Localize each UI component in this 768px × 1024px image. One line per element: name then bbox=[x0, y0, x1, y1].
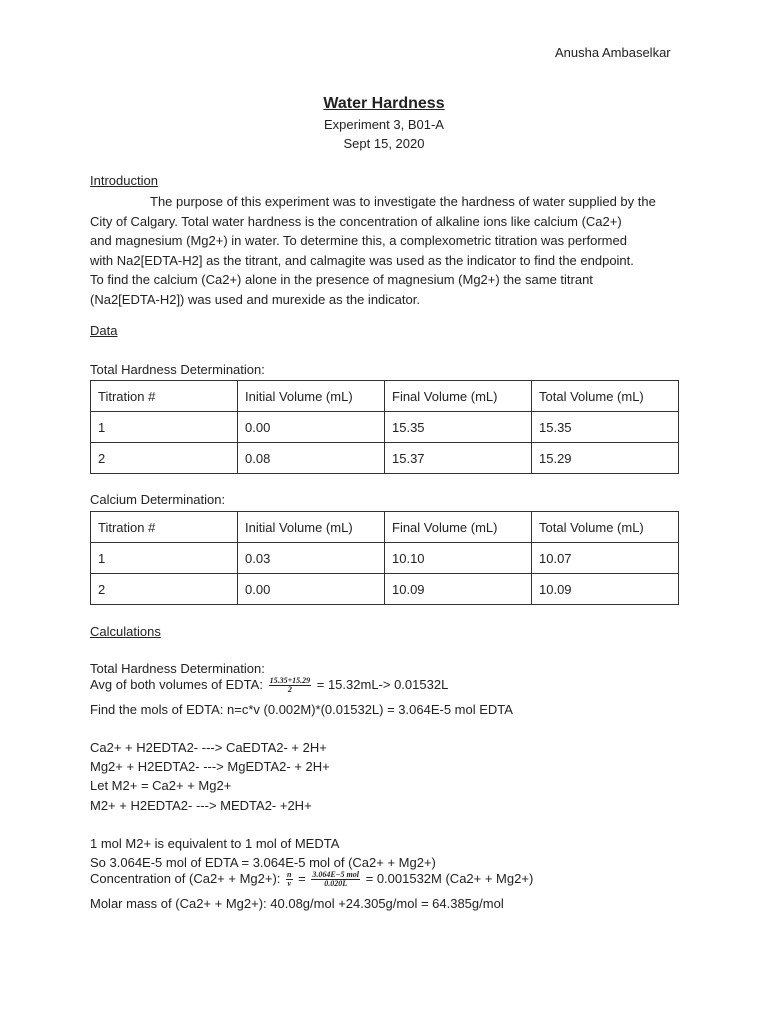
avg-prefix: Avg of both volumes of EDTA: bbox=[90, 677, 263, 692]
table-header-cell: Titration # bbox=[91, 381, 238, 412]
conc-suffix: = 0.001532M (Ca2+ + Mg2+) bbox=[365, 871, 534, 886]
fraction-denominator: 0.020L bbox=[324, 879, 348, 889]
mols-line: Find the mols of EDTA: n=c*v (0.002M)*(0.01532L) = 3.064E-5 mol EDTA bbox=[90, 702, 513, 717]
table-row bbox=[91, 543, 679, 574]
table-header-cell: Final Volume (mL) bbox=[385, 512, 532, 543]
reaction-line: Mg2+ + H2EDTA2- ---> MgEDTA2- + 2H+ bbox=[90, 759, 330, 774]
table-cell: 0.00 bbox=[238, 412, 385, 443]
avg-fraction-denominator: 2 bbox=[287, 685, 292, 695]
molar-mass-line: Molar mass of (Ca2+ + Mg2+): 40.08g/mol +24.305g/mol = 64.385g/mol bbox=[90, 896, 504, 911]
table-cell: 1 bbox=[91, 543, 238, 574]
intro-line: with Na2[EDTA-H2] as the titrant, and calmagite was used as the indicator to find the endpoint. bbox=[90, 252, 634, 268]
author-name: Anusha Ambaselkar bbox=[555, 45, 671, 60]
table-cell: 10.09 bbox=[385, 574, 532, 605]
concentration-line bbox=[90, 871, 533, 888]
total-hardness-label: Total Hardness Determination: bbox=[90, 362, 265, 377]
table-cell: 15.35 bbox=[532, 412, 679, 443]
avg-fraction-numerator: 15.35+15.29 bbox=[269, 676, 311, 686]
table-row bbox=[91, 412, 679, 443]
total-hardness-calc-label: Total Hardness Determination: bbox=[90, 661, 265, 676]
reaction-line: M2+ + H2EDTA2- ---> MEDTA2- +2H+ bbox=[90, 798, 312, 813]
experiment-subtitle: Experiment 3, B01-A bbox=[324, 117, 444, 132]
document-title: Water Hardness bbox=[323, 95, 445, 112]
table-cell: 15.35 bbox=[385, 412, 532, 443]
table-header-row bbox=[91, 512, 679, 543]
table-header-cell: Final Volume (mL) bbox=[385, 381, 532, 412]
reaction-line: Ca2+ + H2EDTA2- ---> CaEDTA2- + 2H+ bbox=[90, 740, 327, 755]
table-cell: 10.07 bbox=[532, 543, 679, 574]
table-header-cell: Titration # bbox=[91, 512, 238, 543]
n-over-v-fraction bbox=[286, 871, 292, 888]
table-cell: 10.10 bbox=[385, 543, 532, 574]
table-cell: 2 bbox=[91, 443, 238, 474]
table-cell: 15.37 bbox=[385, 443, 532, 474]
total-hardness-table bbox=[90, 380, 679, 474]
introduction-paragraph bbox=[90, 192, 680, 309]
table-cell: 15.29 bbox=[532, 443, 679, 474]
table-header-row bbox=[91, 381, 679, 412]
equivalence-line: 1 mol M2+ is equivalent to 1 mol of MEDTA bbox=[90, 836, 340, 851]
fraction-denominator: v bbox=[287, 879, 292, 889]
table-cell: 0.03 bbox=[238, 543, 385, 574]
fraction-numerator: 3.064E−5 mol bbox=[312, 870, 359, 880]
intro-line: To find the calcium (Ca2+) alone in the presence of magnesium (Mg2+) the same titrant bbox=[90, 272, 593, 287]
calculations-heading: Calculations bbox=[90, 624, 161, 639]
table-cell: 10.09 bbox=[532, 574, 679, 605]
avg-suffix: = 15.32mL-> 0.01532L bbox=[316, 677, 449, 692]
table-row bbox=[91, 443, 679, 474]
table-cell: 2 bbox=[91, 574, 238, 605]
intro-line: The purpose of this experiment was to investigate the hardness of water supplied by the bbox=[150, 194, 656, 209]
document-date: Sept 15, 2020 bbox=[343, 136, 425, 151]
calcium-label: Calcium Determination: bbox=[90, 492, 226, 507]
table-header-cell: Total Volume (mL) bbox=[532, 512, 679, 543]
conc-prefix: Concentration of (Ca2+ + Mg2+): bbox=[90, 871, 281, 886]
data-heading: Data bbox=[90, 323, 118, 338]
intro-line: (Na2[EDTA-H2]) was used and murexide as the indicator. bbox=[90, 291, 420, 307]
avg-volume-line bbox=[90, 677, 448, 694]
table-header-cell: Total Volume (mL) bbox=[532, 381, 679, 412]
fraction-numerator: n bbox=[287, 870, 292, 880]
intro-line: City of Calgary. Total water hardness is the concentration of alkaline ions like calcium (Ca2+) bbox=[90, 213, 622, 229]
table-header-cell: Initial Volume (mL) bbox=[238, 512, 385, 543]
equivalence-line: So 3.064E-5 mol of EDTA = 3.064E-5 mol of (Ca2+ + Mg2+) bbox=[90, 855, 436, 870]
reaction-line: Let M2+ = Ca2+ + Mg2+ bbox=[90, 778, 232, 793]
table-cell: 0.00 bbox=[238, 574, 385, 605]
table-header-cell: Initial Volume (mL) bbox=[238, 381, 385, 412]
table-row bbox=[91, 574, 679, 605]
table-cell: 0.08 bbox=[238, 443, 385, 474]
calcium-table bbox=[90, 511, 679, 605]
intro-line: and magnesium (Mg2+) in water. To determine this, a complexometric titration was performed bbox=[90, 233, 627, 248]
table-cell: 1 bbox=[91, 412, 238, 443]
concentration-fraction bbox=[311, 871, 360, 888]
introduction-heading: Introduction bbox=[90, 173, 158, 188]
avg-fraction bbox=[269, 677, 312, 694]
equals-sign: = bbox=[298, 871, 306, 886]
